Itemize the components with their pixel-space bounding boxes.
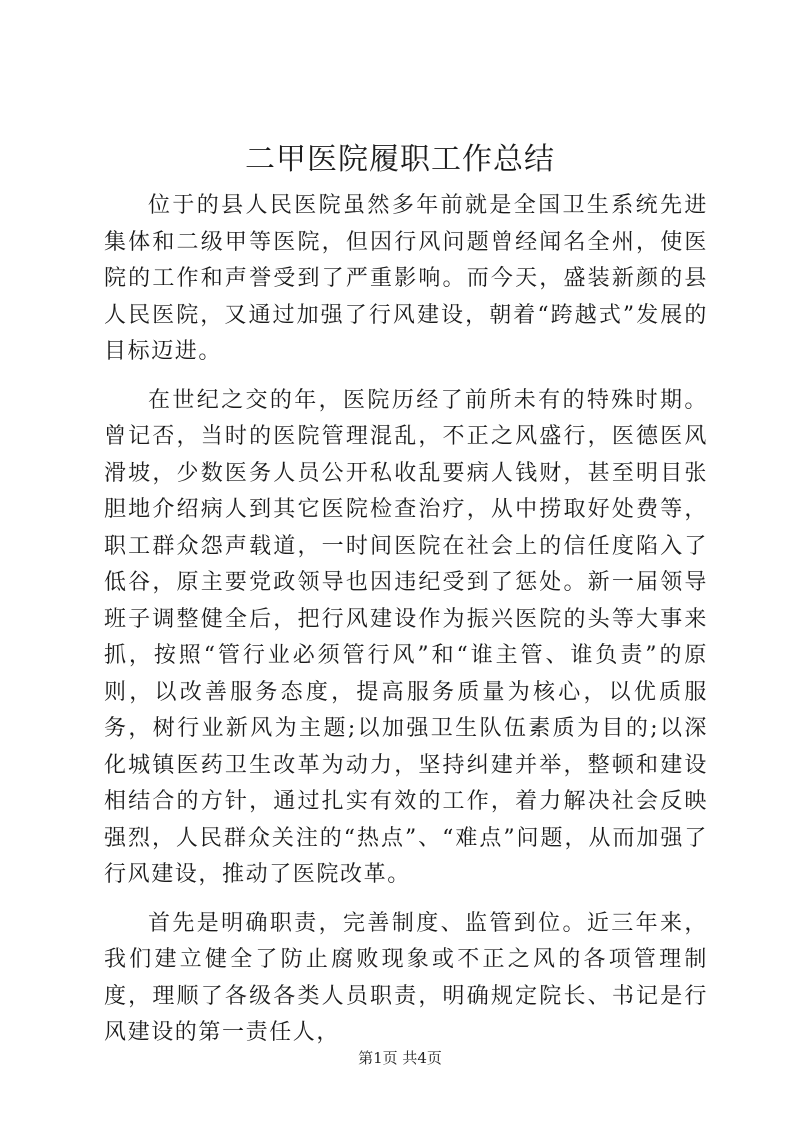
document-body — [104, 188, 708, 1064]
document-title: 二甲医院履职工作总结 — [245, 142, 555, 177]
paragraph-1: 位于的县人民医院虽然多年前就是全国卫生系统先进集体和二级甲等医院，但因行风问题曾经闻名全州，使医院的工作和声誉受到了严重影响。而今天，盛装新颜的县人民医院，又通过加强了行风建设，朝着“跨越式”发展的目标迈进。 — [104, 193, 708, 364]
paragraph-2: 在世纪之交的年，医院历经了前所未有的特殊时期。曾记否，当时的医院管理混乱，不正之风盛行，医德医风滑坡，少数医务人员公开私收乱要病人钱财，甚至明目张胆地介绍病人到其它医院检查治疗，从中捞取好处费等，职工群众怨声载道，一时间医院在社会上的信任度陷入了低谷，原主要党政领导也因违纪受到了惩处。新一届领导班子调整健全后，把行风建设作为振兴医院的头等大事来抓，按照“管行业必须管行风”和“谁主管、谁负责”的原则，以改善服务态度，提高服务质量为核心，以优质服务，树行业新风为主题;以加强卫生队伍素质为目的;以深化城镇医药卫生改革为动力，坚持纠建并举，整顿和建设相结合的方针，通过扎实有效的工作，着力解决社会反映强烈，人民群众关注的“热点”、“难点”问题，从而加强了行风建设，推动了医院改革。 — [104, 387, 708, 887]
page-number-footer: 第1页 共4页 — [358, 1049, 442, 1067]
paragraph-3: 首先是明确职责，完善制度、监管到位。近三年来，我们建立健全了防止腐败现象或不正之风的各项管理制度，理顺了各级各类人员职责，明确规定院长、书记是行风建设的第一责任人， — [104, 910, 708, 1045]
